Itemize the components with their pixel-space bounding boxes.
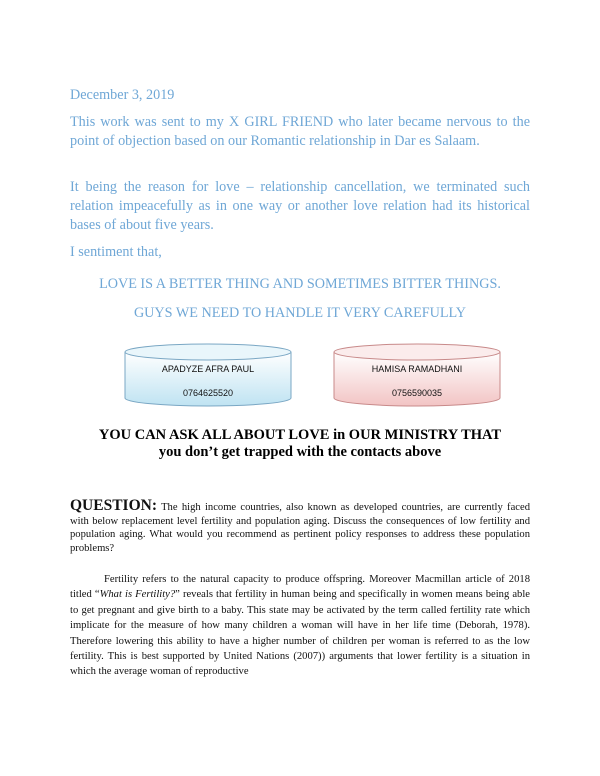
contact-name: APADYZE AFRA PAUL bbox=[161, 364, 255, 374]
article-title: What is Fertility? bbox=[99, 589, 176, 601]
question-text: The high income countries, also known as developed countries, are currently faced with below replacement level fertility and population aging. Discuss the consequences of low fertility and population aging. What would you recommend as pertinent policy responses to address these population problems? bbox=[70, 502, 530, 554]
body-paragraph bbox=[70, 572, 530, 680]
date: December 3, 2019 bbox=[70, 87, 175, 103]
cylinder-shape-red bbox=[332, 342, 502, 408]
intro-paragraph: This work was sent to my X GIRL FRIEND who later became nervous to the point of objection based on our Romantic relationship in Dar es Salaam. bbox=[70, 114, 530, 149]
ministry-heading-line-2: you don’t get trapped with the contacts above bbox=[158, 444, 442, 460]
contact-cylinder-apadyze bbox=[123, 342, 293, 408]
slogan-line-1: LOVE IS A BETTER THING AND SOMETIMES BITTER THINGS. bbox=[99, 276, 501, 292]
question-label: QUESTION: bbox=[70, 497, 157, 514]
cylinder-shape-blue bbox=[123, 342, 293, 408]
contact-phone: 0764625520 bbox=[182, 388, 234, 398]
contact-name: HAMISA RAMADHANI bbox=[371, 364, 463, 374]
reason-paragraph: It being the reason for love – relationship cancellation, we terminated such relation impeacefully as in one way or another love relation had its historical bases of about five years. bbox=[70, 179, 530, 233]
contact-phone: 0756590035 bbox=[391, 388, 443, 398]
body-text-1: Fertility refers to the natural capacity to produce offspring. Moreover Macmillan article of 2018 titled “ bbox=[70, 574, 530, 601]
question-block bbox=[70, 499, 530, 555]
slogan-line-2: GUYS WE NEED TO HANDLE IT VERY CAREFULLY bbox=[133, 305, 467, 321]
sentiment-line: I sentiment that, bbox=[70, 244, 162, 260]
body-text-2: ” reveals that fertility in human being and specifically in women means being able to get pregnant and give birth to a baby. This state may be activated by the term called fertility rate which implicate for the measure of how many children a woman will have in her life time (Deborah, 1978). Therefore lowering this ability to have a higher number of children per woman is referred to as the low fertility. This is best supported by United Nations (2007)) arguments that lower fertility is a situation in which the average woman of reproductive bbox=[70, 589, 530, 678]
contact-cylinder-hamisa bbox=[332, 342, 502, 408]
ministry-heading-line-1: YOU CAN ASK ALL ABOUT LOVE in OUR MINISTRY THAT bbox=[98, 427, 502, 443]
